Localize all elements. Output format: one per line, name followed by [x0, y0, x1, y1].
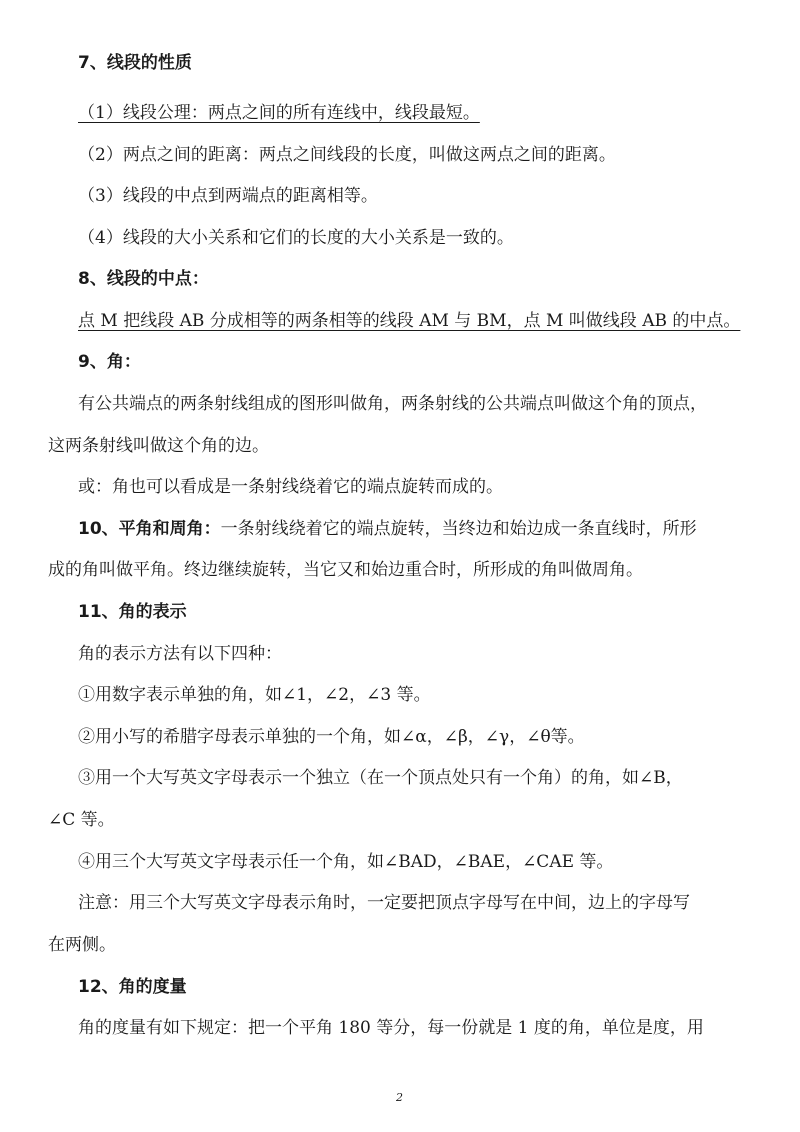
section-11-method-2: ②用小写的希腊字母表示单独的一个角，如∠α，∠β，∠γ，∠θ等。 [78, 727, 585, 747]
section-11-note-a: 注意：用三个大写英文字母表示角时，一定要把顶点字母写在中间，边上的字母写 [78, 893, 690, 913]
section-10-text-b: 成的角叫做平角。终边继续旋转，当它又和始边重合时，所形成的角叫做周角。 [48, 560, 643, 580]
section-9-paragraph-1b: 这两条射线叫做这个角的边。 [48, 436, 269, 456]
section-12-text: 角的度量有如下规定：把一个平角 180 等分，每一份就是 1 度的角，单位是度，用 [78, 1018, 704, 1038]
section-8-heading: 8、线段的中点： [78, 269, 209, 289]
section-7-item-4: （4）线段的大小关系和它们的长度的大小关系是一致的。 [78, 228, 514, 248]
section-11-method-3b: ∠C 等。 [48, 810, 115, 830]
section-9-heading: 9、角： [78, 352, 141, 372]
section-7-item-2: （2）两点之间的距离：两点之间线段的长度，叫做这两点之间的距离。 [78, 145, 616, 165]
section-12-heading: 12、角的度量 [78, 977, 187, 997]
section-8-text: 点 M 把线段 AB 分成相等的两条相等的线段 AM 与 BM，点 M 叫做线段 AB 的中点。 [78, 311, 741, 331]
section-7-item-1: （1）线段公理：两点之间的所有连线中，线段最短。 [78, 103, 480, 123]
section-11-heading: 11、角的表示 [78, 602, 187, 622]
section-11-method-4: ④用三个大写英文字母表示任一个角，如∠BAD，∠BAE，∠CAE 等。 [78, 852, 614, 872]
section-11-method-3a: ③用一个大写英文字母表示一个独立（在一个顶点处只有一个角）的角，如∠B， [78, 768, 683, 788]
section-7-heading: 7、线段的性质 [78, 53, 192, 73]
section-11-method-1: ①用数字表示单独的角，如∠1，∠2，∠3 等。 [78, 685, 431, 705]
section-9-paragraph-2: 或：角也可以看成是一条射线绕着它的端点旋转而成的。 [78, 477, 503, 497]
section-10-text-a: 一条射线绕着它的端点旋转，当终边和始边成一条直线时，所形 [220, 519, 697, 539]
section-10-line-1 [78, 519, 697, 539]
section-11-intro: 角的表示方法有以下四种： [78, 644, 282, 664]
page-number: 2 [396, 1091, 403, 1104]
section-11-note-b: 在两侧。 [48, 935, 116, 955]
section-9-paragraph-1a: 有公共端点的两条射线组成的图形叫做角，两条射线的公共端点叫做这个角的顶点， [78, 394, 707, 414]
section-7-item-3: （3）线段的中点到两端点的距离相等。 [78, 186, 378, 206]
section-10-heading: 10、平角和周角： [78, 519, 221, 539]
